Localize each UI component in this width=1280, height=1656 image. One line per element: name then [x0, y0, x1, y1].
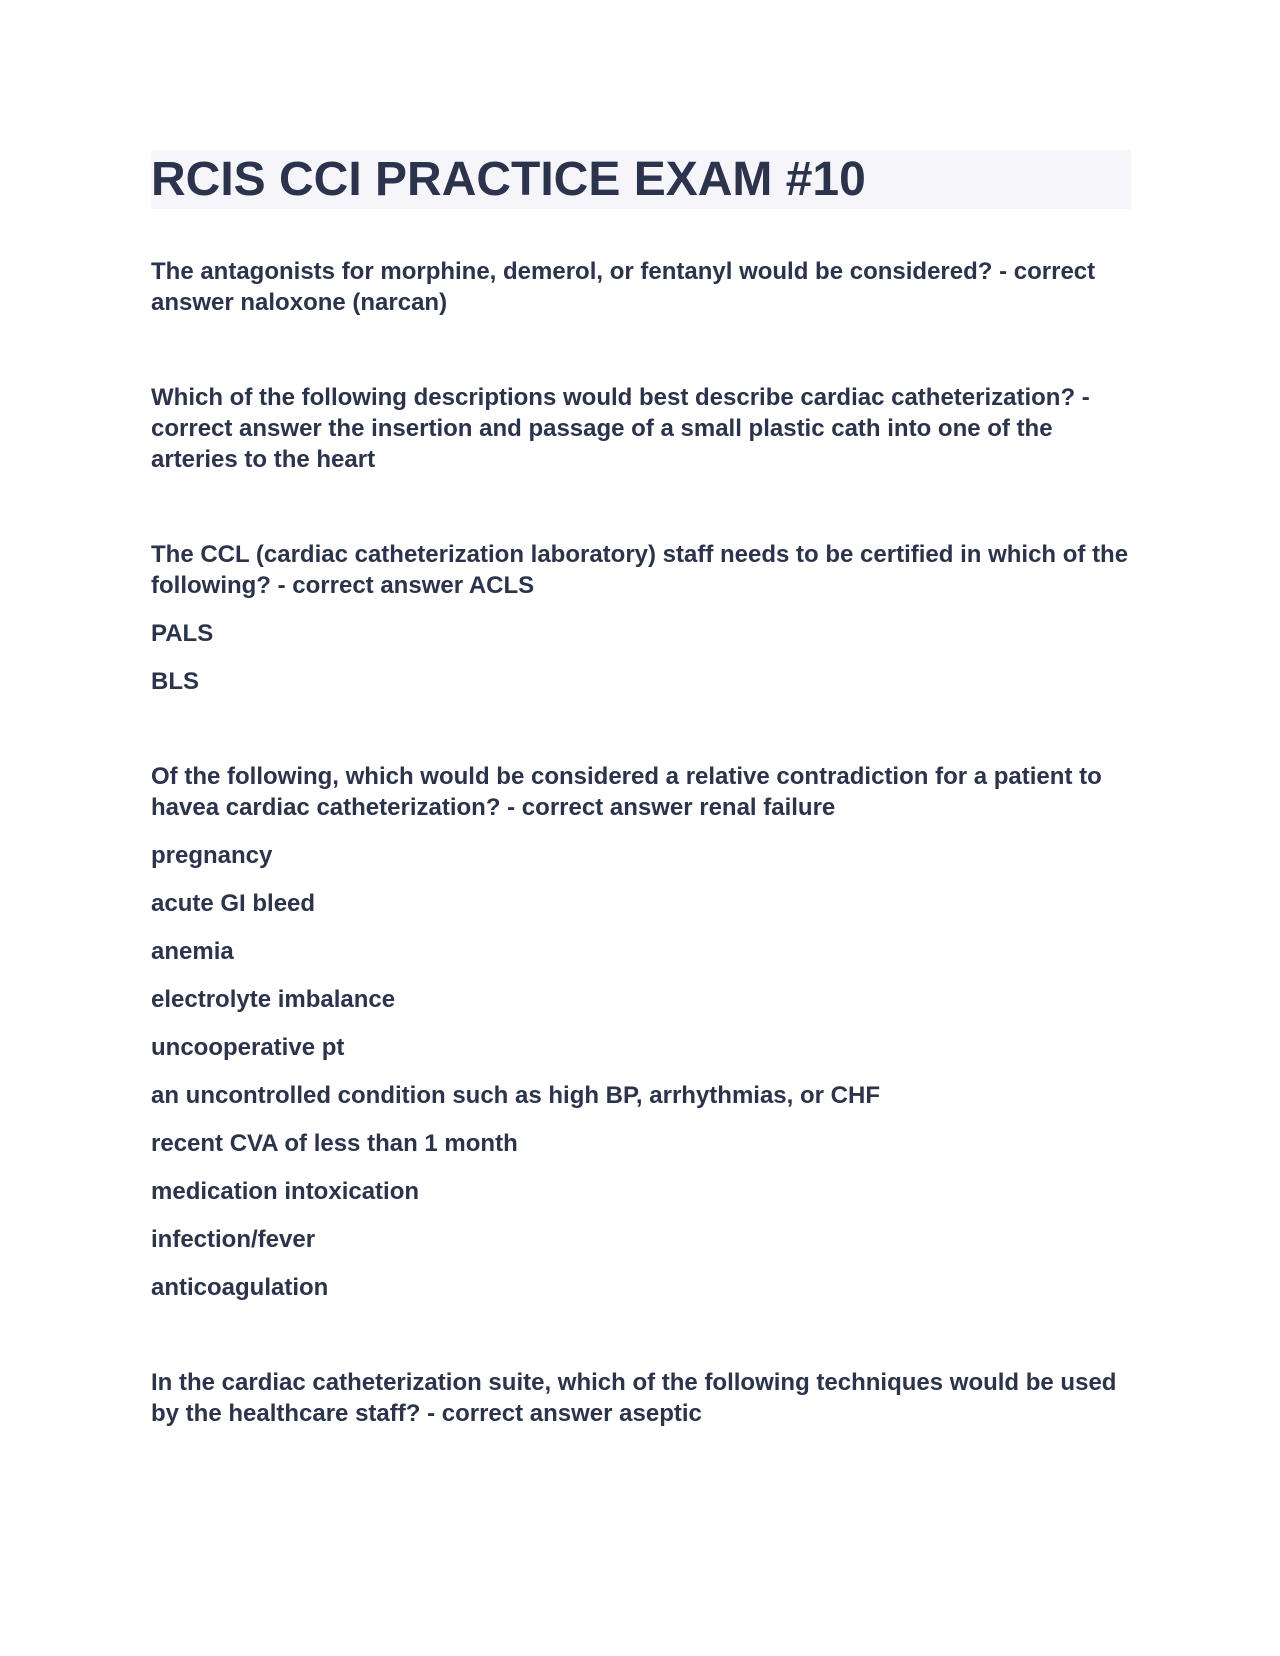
qa-item-2 — [151, 382, 1131, 475]
answer-option: BLS — [151, 668, 199, 695]
answer-option: electrolyte imbalance — [151, 986, 396, 1013]
qa-item-3 — [151, 539, 1131, 697]
answer-option: medication intoxication — [151, 1178, 420, 1205]
answer-option: recent CVA of less than 1 month — [151, 1130, 518, 1157]
question-text: Which of the following descriptions would best describe cardiac catheterization? - correct answer the insertion and passage of a small plastic cath into one of the arteries to the heart — [151, 384, 1090, 473]
qa-item-5 — [151, 1367, 1131, 1429]
qa-item-1 — [151, 256, 1131, 318]
answer-option: pregnancy — [151, 842, 273, 869]
answer-option: infection/fever — [151, 1226, 316, 1253]
question-text: The CCL (cardiac catheterization laboratory) staff needs to be certified in which of the following? - correct answer ACLS — [151, 541, 1129, 599]
answer-option: uncooperative pt — [151, 1034, 345, 1061]
question-text: The antagonists for morphine, demerol, or fentanyl would be considered? - correct answer naloxone (narcan) — [151, 258, 1096, 316]
document-page — [151, 150, 1131, 1493]
qa-item-4 — [151, 761, 1131, 1303]
answer-option: an uncontrolled condition such as high BP, arrhythmias, or CHF — [151, 1082, 880, 1109]
question-text: Of the following, which would be considered a relative contradiction for a patient to havea cardiac catheterization? - correct answer renal failure — [151, 763, 1102, 821]
answer-option: PALS — [151, 620, 214, 647]
title-band — [151, 150, 1131, 209]
answer-option: anemia — [151, 938, 234, 965]
document-title: RCIS CCI PRACTICE EXAM #10 — [151, 153, 866, 206]
answer-option: acute GI bleed — [151, 890, 316, 917]
question-text: In the cardiac catheterization suite, which of the following techniques would be used by the healthcare staff? - correct answer aseptic — [151, 1369, 1117, 1427]
answer-option: anticoagulation — [151, 1274, 329, 1301]
